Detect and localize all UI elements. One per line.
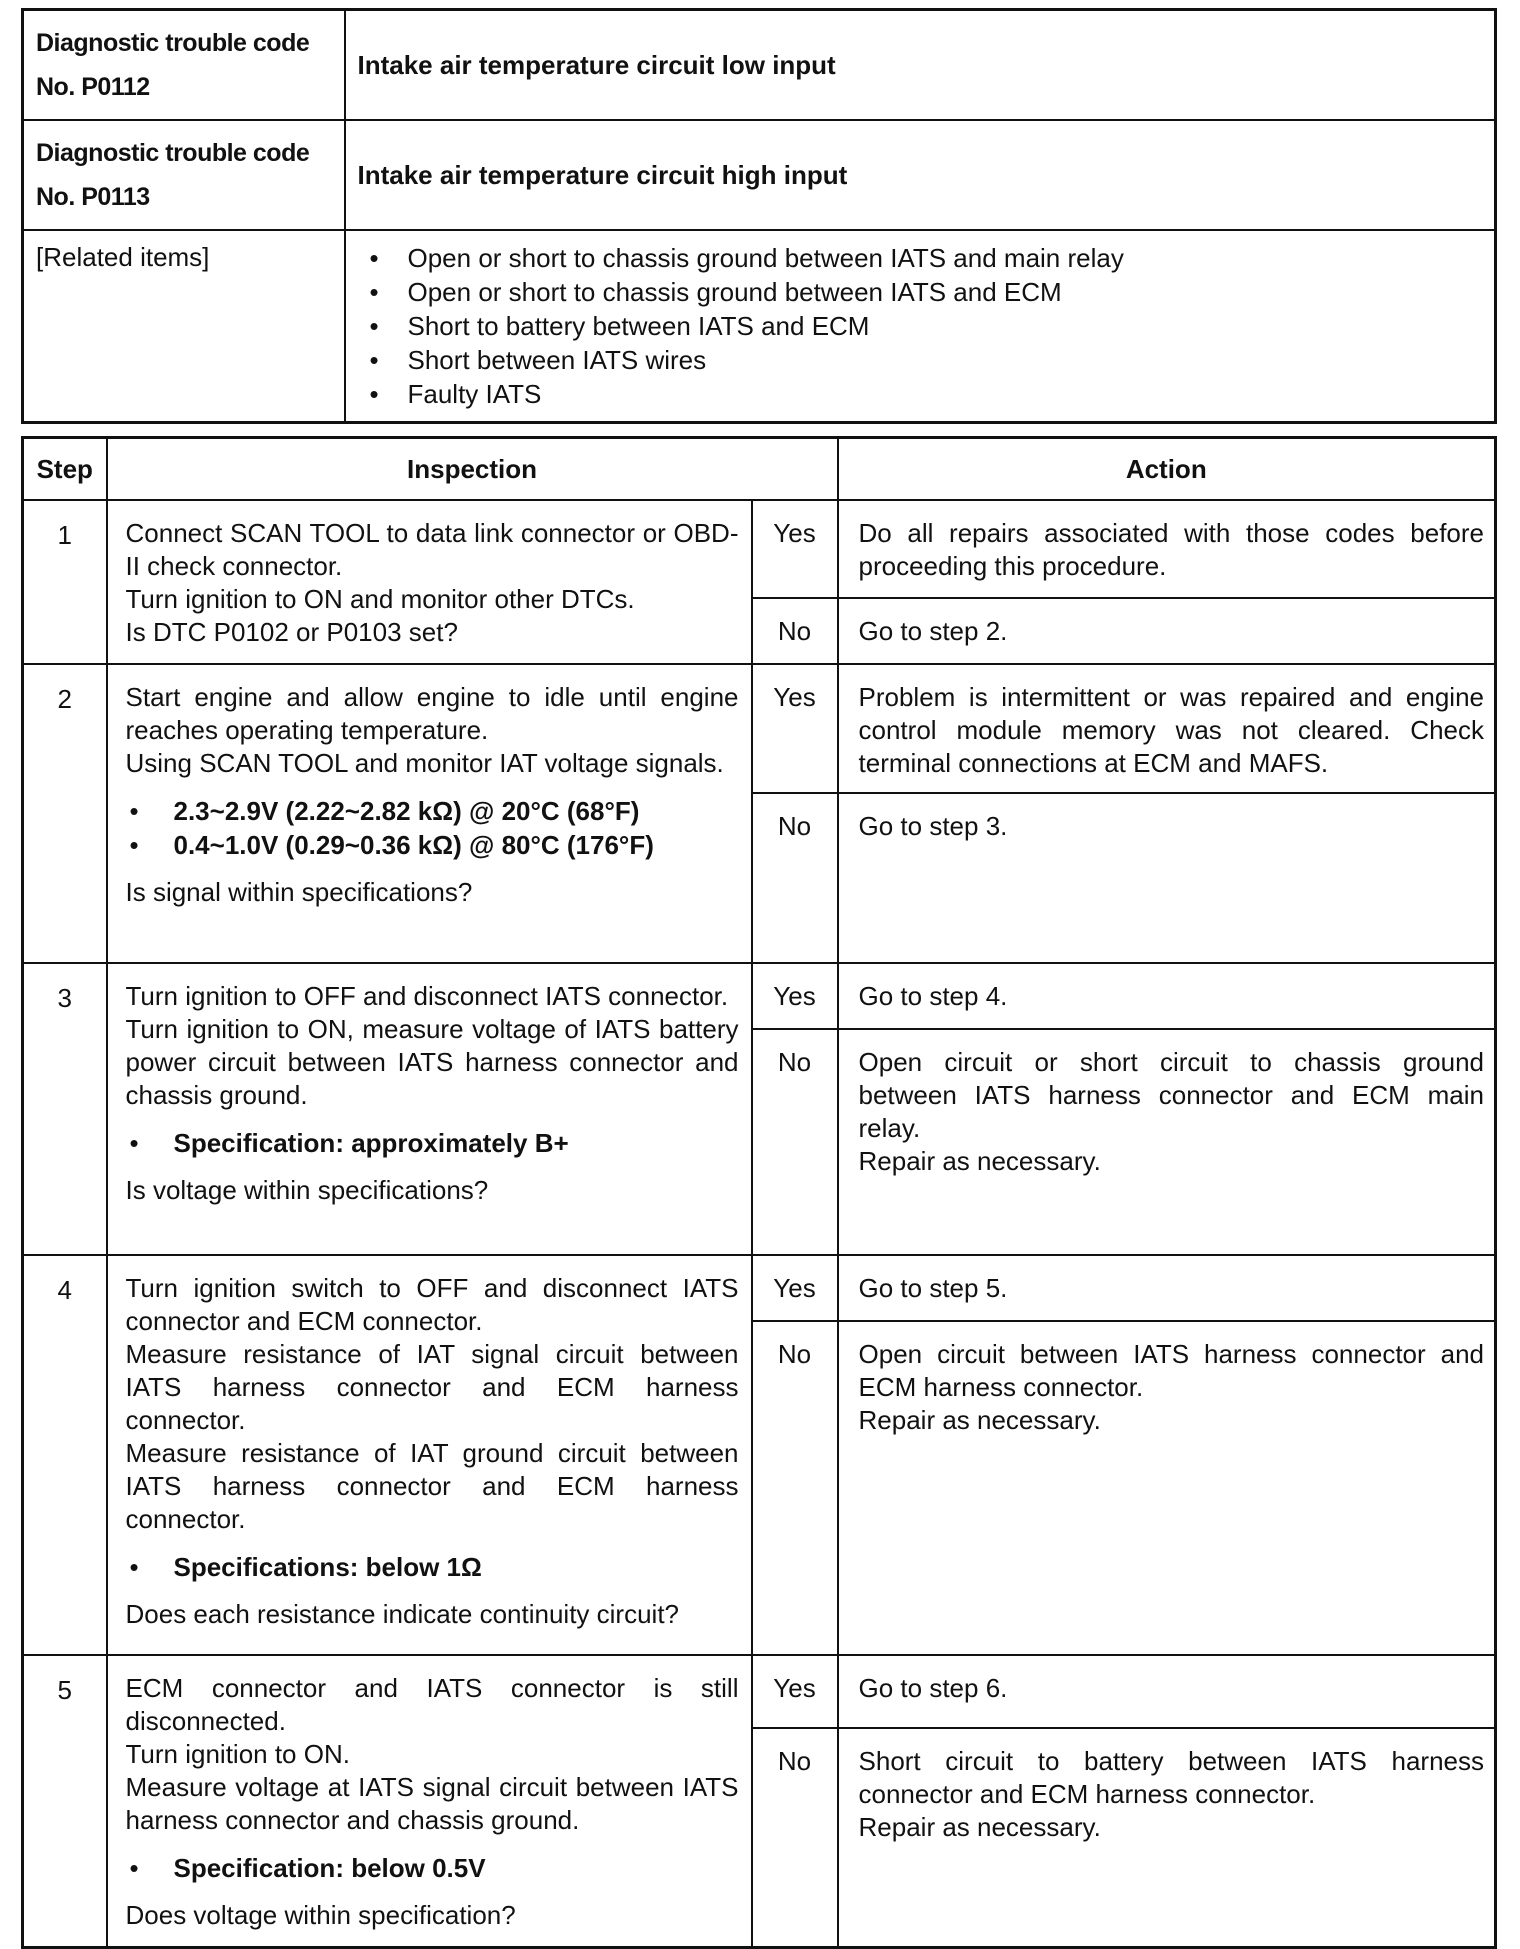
no-label: No — [752, 598, 838, 664]
spec-list — [126, 1126, 739, 1160]
related-item: • Open or short to chassis ground between IATS and ECM — [358, 275, 1483, 309]
inspection-header: Inspection — [107, 438, 838, 501]
action-text: Repair as necessary. — [858, 1405, 1101, 1435]
no-action — [838, 1029, 1496, 1255]
yes-action — [838, 963, 1496, 1029]
step-number: 1 — [23, 500, 107, 664]
action-text: Go to step 2. — [858, 616, 1008, 647]
yes-label: Yes — [752, 963, 838, 1029]
spec-list — [126, 1550, 739, 1584]
action-text: Do all repairs associated with those codes before proceeding this procedure. — [858, 518, 1484, 581]
spec-item: • 0.4~1.0V (0.29~0.36 kΩ) @ 80°C (176°F) — [126, 828, 739, 862]
step-row-yes — [23, 1655, 1496, 1728]
action-text: Go to step 6. — [858, 1673, 1008, 1703]
yes-label: Yes — [752, 1255, 838, 1321]
related-item: • Short between IATS wires — [358, 343, 1483, 377]
no-action — [838, 1728, 1496, 1948]
dtc-code-label: Diagnostic trouble code — [36, 139, 310, 167]
inspection-question: Does each resistance indicate continuity circuit? — [125, 1599, 680, 1629]
yes-action — [838, 1655, 1496, 1728]
action-text: Go to step 4. — [858, 981, 1008, 1011]
step-inspection — [107, 664, 752, 963]
step-row-yes — [23, 1255, 1496, 1321]
action-header: Action — [838, 438, 1496, 501]
dtc-title: Intake air temperature circuit low input — [345, 10, 1496, 121]
step-inspection — [107, 1255, 752, 1655]
step-number: 2 — [23, 664, 107, 963]
inspection-text: Measure resistance of IAT signal circuit between IATS harness connector and ECM harness connector. — [125, 1339, 739, 1435]
inspection-text: Measure voltage at IATS signal circuit between IATS harness connector and chassis ground. — [125, 1772, 739, 1835]
related-items-list — [358, 241, 1483, 411]
dtc-code-cell — [23, 10, 345, 121]
inspection-text: Connect SCAN TOOL to data link connector or OBD-II check connector. — [125, 518, 739, 581]
step-inspection — [107, 1655, 752, 1948]
inspection-text: Measure resistance of IAT ground circuit between IATS harness connector and ECM harness connector. — [125, 1438, 739, 1534]
action-text: Open circuit between IATS harness connector and ECM harness connector. — [858, 1339, 1484, 1402]
no-label: No — [752, 1029, 838, 1255]
spec-list — [126, 794, 739, 862]
action-text: Problem is intermittent or was repaired and engine control module memory was not cleared. Check terminal connections at ECM and MAFS. — [858, 682, 1484, 778]
action-text: Short circuit to battery between IATS harness connector and ECM harness connector. — [858, 1745, 1484, 1809]
dtc-code-number: No. P0112 — [36, 73, 150, 101]
action-text: Open circuit or short circuit to chassis ground between IATS harness connector and ECM main relay. — [858, 1047, 1484, 1143]
yes-action — [838, 1255, 1496, 1321]
no-action — [838, 793, 1496, 963]
related-items-cell — [345, 230, 1496, 423]
step-inspection — [107, 500, 752, 664]
table-header-row — [23, 438, 1496, 501]
inspection-text: ECM connector and IATS connector is still disconnected. — [125, 1673, 739, 1736]
dtc-row — [23, 120, 1496, 230]
dtc-row — [23, 10, 1496, 121]
inspection-text: Turn ignition to OFF and disconnect IATS connector. — [125, 981, 729, 1011]
yes-label: Yes — [752, 1655, 838, 1728]
action-text: Go to step 3. — [858, 811, 1008, 841]
inspection-text: Turn ignition to ON, measure voltage of IATS battery power circuit between IATS harness connector and chassis ground. — [125, 1014, 739, 1110]
yes-label: Yes — [752, 500, 838, 598]
action-text: Repair as necessary. — [858, 1146, 1101, 1176]
inspection-question: Does voltage within specification? — [125, 1900, 516, 1930]
step-number: 5 — [23, 1655, 107, 1948]
related-items-label: [Related items] — [23, 230, 345, 423]
inspection-question: Is signal within specifications? — [125, 877, 473, 907]
inspection-text: Start engine and allow engine to idle until engine reaches operating temperature. — [125, 682, 739, 745]
related-item: • Open or short to chassis ground between IATS and main relay — [358, 241, 1483, 275]
no-action — [838, 598, 1496, 664]
spec-item: • 2.3~2.9V (2.22~2.82 kΩ) @ 20°C (68°F) — [126, 794, 739, 828]
step-row-yes — [23, 664, 1496, 793]
action-text: Go to step 5. — [858, 1273, 1008, 1303]
dtc-code-number: No. P0113 — [36, 183, 150, 211]
action-text: Repair as necessary. — [858, 1811, 1101, 1842]
inspection-text: Turn ignition to ON. — [125, 1739, 350, 1769]
spec-item: • Specification: below 0.5V — [126, 1851, 739, 1885]
inspection-text: Is DTC P0102 or P0103 set? — [125, 617, 458, 647]
step-row-yes — [23, 500, 1496, 598]
spec-item: • Specification: approximately B+ — [126, 1126, 739, 1160]
spec-list — [126, 1851, 739, 1885]
document-page — [21, 8, 1497, 1949]
related-items-row — [23, 230, 1496, 423]
inspection-text: Turn ignition switch to OFF and disconnect IATS connector and ECM connector. — [125, 1273, 739, 1336]
related-item: • Short to battery between IATS and ECM — [358, 309, 1483, 343]
no-label: No — [752, 793, 838, 963]
yes-action — [838, 500, 1496, 598]
step-inspection — [107, 963, 752, 1255]
yes-action — [838, 664, 1496, 793]
dtc-code-cell — [23, 120, 345, 230]
spec-item: • Specifications: below 1Ω — [126, 1550, 739, 1584]
step-number: 3 — [23, 963, 107, 1255]
troubleshooting-table — [21, 436, 1497, 1949]
step-number: 4 — [23, 1255, 107, 1655]
dtc-title: Intake air temperature circuit high input — [345, 120, 1496, 230]
no-label: No — [752, 1321, 838, 1655]
inspection-question: Is voltage within specifications? — [125, 1175, 489, 1205]
step-header: Step — [23, 438, 107, 501]
step-row-yes — [23, 963, 1496, 1029]
no-action — [838, 1321, 1496, 1655]
inspection-text: Turn ignition to ON and monitor other DTCs. — [125, 584, 635, 614]
dtc-code-label: Diagnostic trouble code — [36, 29, 310, 57]
dtc-info-table — [21, 8, 1497, 424]
no-label: No — [752, 1728, 838, 1948]
related-item: • Faulty IATS — [358, 377, 1483, 411]
inspection-text: Using SCAN TOOL and monitor IAT voltage signals. — [125, 748, 724, 778]
yes-label: Yes — [752, 664, 838, 793]
